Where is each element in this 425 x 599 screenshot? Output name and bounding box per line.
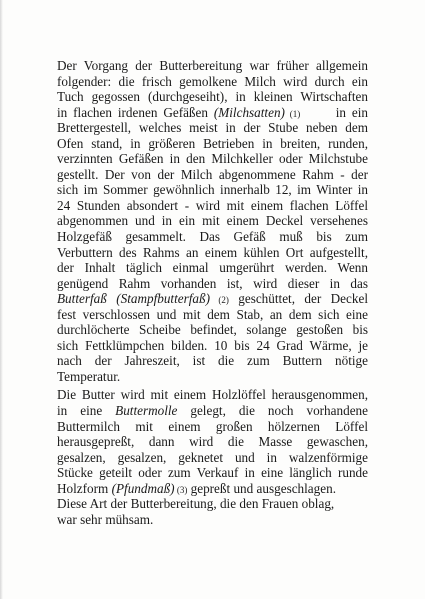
text-line	[57, 403, 368, 419]
text-run: Stücke geteilt oder zum Verkauf in eine länglich runde	[57, 465, 368, 481]
text-run: in ein	[300, 104, 368, 120]
text-line	[57, 136, 368, 152]
text-run: Verbuttern des Rahms an einem kühlen Ort aufgestellt,	[57, 244, 368, 260]
text-line	[57, 434, 368, 450]
text-line	[57, 307, 368, 323]
footnote-marker: (2)	[209, 295, 229, 306]
text-run: herausgepreßt, dann wird die Masse gewaschen,	[57, 434, 368, 450]
text-run: gesalzen, gesalzen, geknetet und in walzenförmige	[57, 449, 368, 465]
text-line	[57, 450, 368, 466]
text-line	[57, 387, 368, 403]
text-run: in flachen irdenen Gefäßen	[57, 104, 214, 120]
italic-term: Butterfaß (Stampfbutterfaß)	[57, 291, 210, 307]
text-line	[57, 291, 368, 307]
text-run: Holzgefäß gesammelt. Das Gefäß muß bis zum	[57, 229, 368, 245]
text-run: Holzform	[57, 480, 112, 496]
text-run: Der Vorgang der Butterbereitung war früher allgemein	[57, 58, 368, 73]
text-run: abgenommen und in ein mit einem Deckel versehenes	[57, 213, 368, 229]
text-line	[57, 260, 368, 276]
text-run: Buttermilch mit einem großen hölzernen Löffel	[57, 418, 368, 434]
text-line	[57, 167, 368, 183]
text-line	[57, 496, 368, 512]
scan-edge-shadow	[0, 0, 3, 599]
text-run: sich im Sommer gewöhnlich innerhalb 12, im Winter in	[57, 182, 368, 198]
text-run: Tuch gegossen (durchgeseiht), in kleinen Wirtschaften	[57, 89, 368, 105]
text-run: Diese Art der Butterbereitung, die den Frauen oblag,	[57, 496, 335, 512]
text-line	[57, 353, 368, 369]
text-run: gepreßt und ausgeschlagen.	[187, 480, 337, 496]
italic-term: (Milchsatten)	[213, 104, 285, 120]
text-run: folgender: die frisch gemolkene Milch wird durch ein	[57, 73, 368, 89]
text-line	[57, 151, 368, 167]
text-line	[57, 322, 368, 338]
text-run: verzinnten Gefäßen in den Milchkeller oder Milchstube	[57, 151, 368, 167]
text-line	[57, 419, 368, 435]
text-run: genügend Rahm vorhanden ist, wird dieser in das	[57, 275, 368, 291]
text-run: sich Fettklümpchen bilden. 10 bis 24 Grad Wärme, je	[57, 337, 368, 353]
text-run: Ofen stand, in größeren Betrieben in breiten, runden,	[57, 135, 368, 151]
text-run: gestellt. Der von der Milch abgenommene Rahm - der	[57, 166, 368, 182]
text-line	[57, 338, 368, 354]
text-line	[57, 198, 368, 214]
text-run: gelegt, die noch vorhandene	[177, 403, 368, 419]
body-text	[57, 58, 368, 527]
text-line	[57, 465, 368, 481]
text-run: nach der Jahreszeit, ist die zum Buttern nötige	[57, 353, 368, 369]
paragraph	[57, 58, 368, 384]
text-run: durchlöcherte Scheibe befindet, solange gestoßen bis	[57, 322, 368, 338]
text-run: fest verschlossen und mit dem Stab, an dem sich eine	[57, 306, 368, 322]
text-run: Brettergestell, welches meist in der Stube neben dem	[57, 120, 368, 136]
paragraph	[57, 387, 368, 527]
text-line	[57, 369, 368, 385]
text-line	[57, 89, 368, 105]
footnote-marker: (3)	[174, 484, 188, 495]
text-line	[57, 74, 368, 90]
text-line	[57, 120, 368, 136]
text-run: in eine	[57, 403, 116, 419]
italic-term: (Pfundmaß)	[111, 480, 175, 496]
italic-term: Buttermolle	[115, 403, 178, 419]
text-line	[57, 182, 368, 198]
text-run: 24 Stunden absondert - wird mit einem flachen Löffel	[57, 197, 368, 213]
text-line	[57, 481, 368, 497]
text-run: geschüttet, der Deckel	[228, 291, 368, 307]
text-line	[57, 512, 368, 528]
footnote-marker: (1)	[284, 108, 301, 119]
text-run: der Inhalt täglich einmal umgerührt werden. Wenn	[57, 260, 368, 276]
text-run: Die Butter wird mit einem Holzlöffel herausgenommen,	[57, 387, 368, 403]
text-line	[57, 58, 368, 74]
text-line	[57, 229, 368, 245]
text-run: war sehr mühsam.	[57, 511, 154, 527]
text-line	[57, 105, 368, 121]
text-line	[57, 245, 368, 261]
text-line	[57, 276, 368, 292]
text-run: Temperatur.	[57, 368, 121, 384]
text-line	[57, 213, 368, 229]
